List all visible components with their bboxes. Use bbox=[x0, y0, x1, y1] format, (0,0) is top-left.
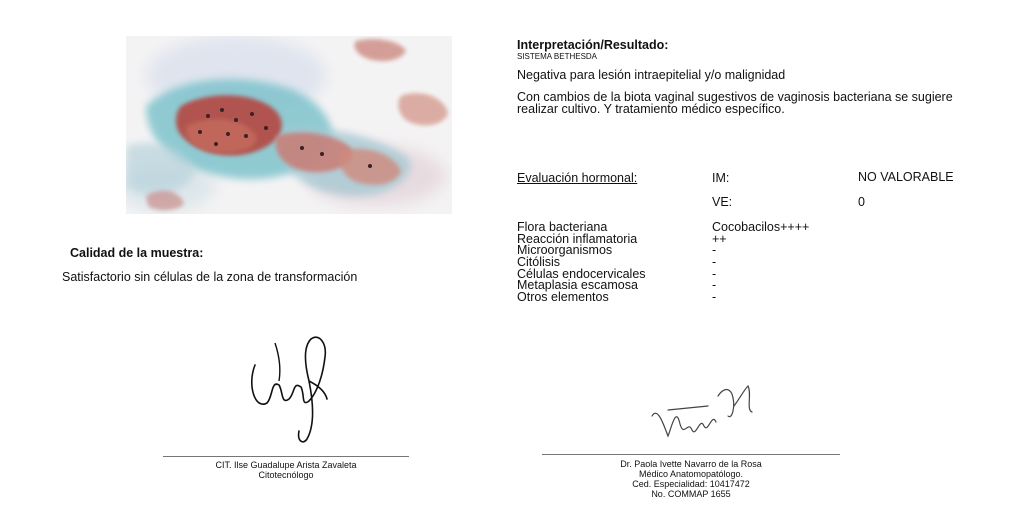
sample-quality-text: Satisfactorio sin células de la zona de transformación bbox=[62, 270, 358, 284]
finding-row bbox=[517, 292, 857, 304]
finding-label: Metaplasia escamosa bbox=[517, 278, 638, 293]
bethesda-system-label: SISTEMA BETHESDA bbox=[517, 52, 598, 61]
sample-quality-heading: Calidad de la muestra: bbox=[70, 246, 204, 260]
cytotechnologist-caption bbox=[160, 460, 412, 480]
cytotechnologist-role: Citotecnólogo bbox=[258, 470, 314, 480]
interpretation-comment: Con cambios de la biota vaginal sugestivos de vaginosis bacteriana se sugiere realizar cultivo. Y tratamiento médico específico. bbox=[517, 90, 953, 116]
finding-row bbox=[517, 245, 857, 257]
im-label: IM: bbox=[712, 171, 730, 185]
finding-value: - bbox=[712, 266, 717, 281]
finding-value: - bbox=[712, 290, 717, 305]
pathologist-license: Ced. Especialidad: 10417472 bbox=[632, 479, 750, 489]
pathologist-name: Dr. Paola Ivette Navarro de la Rosa bbox=[620, 459, 762, 469]
interpretation-heading: Interpretación/Resultado: bbox=[517, 38, 669, 52]
cytotechnologist-name: CIT. Ilse Guadalupe Arista Zavaleta bbox=[215, 460, 357, 470]
im-value: NO VALORABLE bbox=[858, 170, 954, 184]
finding-value: - bbox=[712, 243, 717, 258]
interpretation-result: Negativa para lesión intraepitelial y/o malignidad bbox=[517, 68, 786, 82]
finding-value: - bbox=[712, 278, 717, 293]
finding-label: Células endocervicales bbox=[517, 266, 646, 281]
signature-line-left bbox=[163, 456, 409, 457]
findings-list bbox=[517, 222, 857, 304]
finding-label: Microorganismos bbox=[517, 243, 613, 258]
pathologist-signature bbox=[648, 376, 758, 448]
cytology-micrograph bbox=[126, 36, 452, 214]
cytotechnologist-signature bbox=[245, 325, 330, 447]
pathologist-caption bbox=[540, 459, 842, 499]
pathologist-commap: No. COMMAP 1655 bbox=[651, 489, 731, 499]
finding-label: Reacción inflamatoria bbox=[517, 231, 638, 246]
ve-value: 0 bbox=[858, 195, 865, 209]
finding-label: Flora bacteriana bbox=[517, 220, 608, 234]
finding-value: ++ bbox=[712, 231, 727, 246]
ve-label: VE: bbox=[712, 195, 733, 209]
finding-value: Cocobacilos++++ bbox=[712, 220, 810, 234]
finding-label: Citólisis bbox=[517, 255, 561, 270]
finding-label: Otros elementos bbox=[517, 290, 609, 305]
finding-value: - bbox=[712, 255, 717, 270]
signature-line-right bbox=[542, 454, 840, 455]
hormonal-evaluation-label: Evaluación hormonal: bbox=[517, 171, 638, 185]
pathologist-role: Médico Anatomopatólogo. bbox=[638, 469, 744, 479]
